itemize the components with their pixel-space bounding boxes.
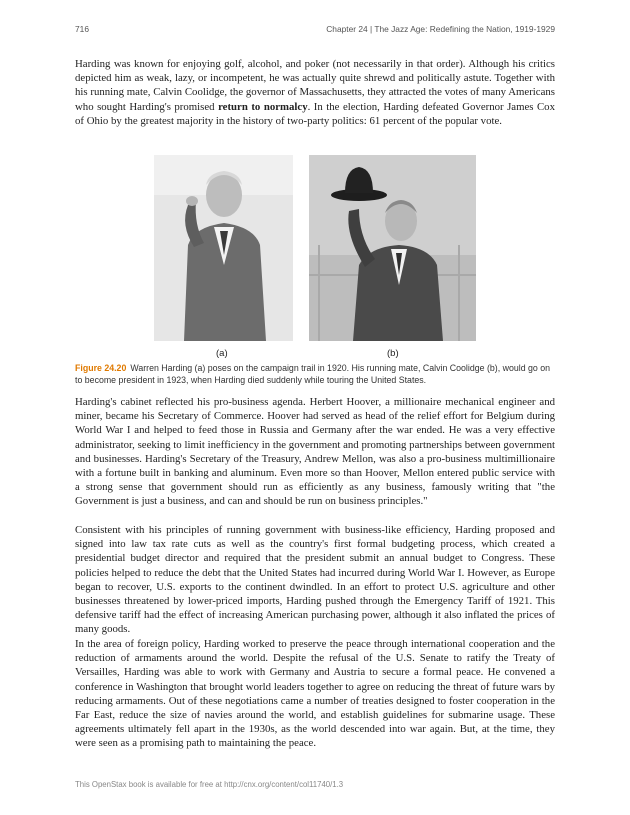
page-number: 716 bbox=[75, 24, 89, 34]
paragraph-4: In the area of foreign policy, Harding worked to preserve the peace through international cooperation and the reduction of armaments around the world. Despite the refusal of the U.S. Senate to ratify the Treaty of Versailles, Harding was able to work with Germany and Austria to secure a formal peace. He convened a conference in Washington that brought world leaders together to agree on reducing the threat of future wars by reducing armaments. Out of these negotiations came a number of treaties designed to foster cooperation in the Far East, reduce the size of navies around the world, and establish guidelines for submarine usage. These agreements ultimately fell apart in the 1930s, as the world descended into war again. But, at the time, they were seen as a promising path to maintaining the peace. bbox=[75, 638, 555, 750]
key-term-return-to-normalcy: return to normalcy bbox=[218, 100, 308, 113]
footer-availability-note: This OpenStax book is available for free at http://cnx.org/content/col11740/1.3 bbox=[75, 780, 344, 789]
paragraph-3: Consistent with his principles of running government with business-like efficiency, Harding proposed and signed into law tax rate cuts as well as the country's first formal budgeting process, which created a presidential budget director and required that the president submit an annual budget to Congress. These policies helped to reduce the debt that the United States had incurred during World War I. However, as Europe began to recover, U.S. exports to the continent dwindled. In an effort to protect U.S. agriculture and other businesses threatened by lower-priced imports, Harding pushed through the Emergency Tariff of 1921. This defensive tariff had the effect of increasing American purchasing power, although it also inflated the prices of many goods. bbox=[75, 524, 555, 636]
coolidge-photo bbox=[309, 155, 476, 341]
figure-caption bbox=[75, 363, 557, 386]
figure-label-a: (a) bbox=[216, 348, 228, 359]
figure-caption-text: Warren Harding (a) poses on the campaign trail in 1920. His running mate, Calvin Coolidge (b), would go on to become president in 1923, when Harding died suddenly while touring the United States. bbox=[75, 363, 551, 385]
figure-caption-label: Figure 24.20 bbox=[75, 363, 127, 373]
chapter-header: Chapter 24 | The Jazz Age: Redefining the Nation, 1919-1929 bbox=[326, 24, 555, 34]
harding-photo bbox=[154, 155, 293, 341]
paragraph-1 bbox=[75, 57, 555, 128]
paragraph-1-before: Harding was known for enjoying golf, alcohol, and poker (not necessarily in that order). Although his critics depicted him as weak, lazy, or incompetent, he was actually quite shrewd and politically astute. Together with his running mate, Calvin Coolidge, the governor of Massachusetts, they attracted the votes of many Americans who sought Harding's promised bbox=[75, 58, 555, 113]
figure-label-b: (b) bbox=[387, 348, 399, 359]
paragraph-1-after: . In the election, Harding defeated Governor James Cox of Ohio by the greatest majority in the history of two-party politics: 61 percent of the popular vote. bbox=[75, 100, 555, 127]
paragraph-2: Harding's cabinet reflected his pro-business agenda. Herbert Hoover, a millionaire mechanical engineer and miner, became his Secretary of Commerce. Hoover had served as head of the relief effort for Belgium during World War I and helped to feed those in Russia and Germany after the war ended. He was a very effective administrator, seeking to limit inefficiency in the government and promoting partnerships between government and businesses. Harding's Secretary of the Treasury, Andrew Mellon, was also a pro-business multimillionaire with a fortune built in banking and aluminum. Even more so than Hoover, Mellon entered public service with a strong sense that government should run as efficiently as any business, famously writing that "the Government is just a business, and can and should be run on business principles." bbox=[75, 396, 555, 508]
